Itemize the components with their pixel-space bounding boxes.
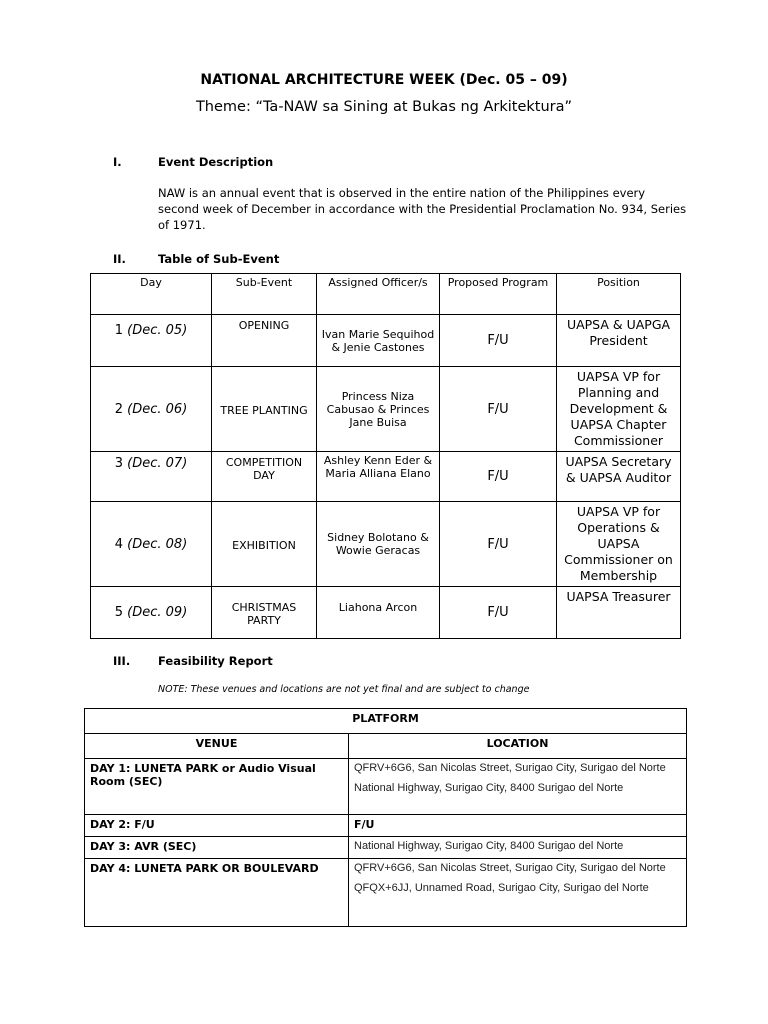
day-cell: 2 (Dec. 06) [91,367,212,452]
venue-cell: DAY 1: LUNETA PARK or Audio Visual Room (SEC) [85,759,349,815]
header-officers: Assigned Officer/s [317,274,440,315]
section-2-number: II. [113,252,126,266]
table-row [91,452,681,502]
program-cell: F/U [440,315,557,367]
location-line: F/U [354,818,375,831]
venue-header: VENUE [85,734,349,759]
position-cell: UAPSA Secretary & UAPSA Auditor [557,452,681,502]
location-line: National Highway, Surigao City, 8400 Surigao del Norte [354,782,624,794]
day-cell: 4 (Dec. 08) [91,502,212,587]
header-position: Position [557,274,681,315]
table-header-row [85,709,687,734]
day-cell: 5 (Dec. 09) [91,587,212,639]
section-3-title: Feasibility Report [158,654,273,668]
venue-cell: DAY 2: F/U [85,815,349,837]
position-cell: UAPSA VP for Planning and Development & UAPSA Chapter Commissioner [557,367,681,452]
table-header-row [85,734,687,759]
location-line: QFQX+6JJ, Unnamed Road, Surigao City, Surigao del Norte [354,882,649,894]
document-theme: Theme: “Ta-NAW sa Sining at Bukas ng Arkitektura” [195,99,573,115]
sub-event-cell: CHRISTMAS PARTY [212,587,317,639]
table-row [85,815,687,837]
position-cell: UAPSA & UAPGA President [557,315,681,367]
location-cell [349,759,687,815]
officers-cell: Liahona Arcon [317,587,440,639]
header-program: Proposed Program [440,274,557,315]
header-day: Day [91,274,212,315]
sub-event-table [90,273,681,639]
officers-cell: Ivan Marie Sequihod & Jenie Castones [317,315,440,367]
sub-event-cell: COMPETITION DAY [212,452,317,502]
day-cell: 3 (Dec. 07) [91,452,212,502]
location-cell [349,859,687,927]
section-1-number: I. [113,155,122,169]
day-cell: 1 (Dec. 05) [91,315,212,367]
location-cell [349,837,687,859]
venue-cell: DAY 4: LUNETA PARK OR BOULEVARD [85,859,349,927]
header-sub-event: Sub-Event [212,274,317,315]
position-cell: UAPSA Treasurer [557,587,681,639]
table-row [91,367,681,452]
section-1-title: Event Description [158,155,274,169]
location-header: LOCATION [349,734,687,759]
sub-event-cell: OPENING [212,315,317,367]
table-row [85,759,687,815]
table-row [91,587,681,639]
feasibility-table [84,708,687,927]
location-line: QFRV+6G6, San Nicolas Street, Surigao City, Surigao del Norte [354,762,666,774]
location-cell [349,815,687,837]
location-line: National Highway, Surigao City, 8400 Surigao del Norte [354,840,624,852]
program-cell: F/U [440,502,557,587]
table-header-row [91,274,681,315]
program-cell: F/U [440,367,557,452]
officers-cell: Sidney Bolotano & Wowie Geracas [317,502,440,587]
table-row [85,859,687,927]
section-3-number: III. [113,654,131,668]
sub-event-cell: TREE PLANTING [212,367,317,452]
location-line: QFRV+6G6, San Nicolas Street, Surigao City, Surigao del Norte [354,862,666,874]
table-row [85,837,687,859]
position-cell: UAPSA VP for Operations & UAPSA Commissioner on Membership [557,502,681,587]
sub-event-cell: EXHIBITION [212,502,317,587]
section-2-title: Table of Sub-Event [158,252,280,266]
feasibility-note: NOTE: These venues and locations are not yet final and are subject to change [158,684,530,695]
program-cell: F/U [440,587,557,639]
venue-cell: DAY 3: AVR (SEC) [85,837,349,859]
event-description: NAW is an annual event that is observed in the entire nation of the Philippines every second week of December in accordance with the Presidential Proclamation No. 934, Series of 1971. [158,186,687,232]
officers-cell: Ashley Kenn Eder & Maria Alliana Elano [317,452,440,502]
platform-header: PLATFORM [85,709,687,734]
table-row [91,502,681,587]
table-row [91,315,681,367]
officers-cell: Princess Niza Cabusao & Princes Jane Buisa [317,367,440,452]
program-cell: F/U [440,452,557,502]
document-title: NATIONAL ARCHITECTURE WEEK (Dec. 05 – 09) [200,72,568,88]
